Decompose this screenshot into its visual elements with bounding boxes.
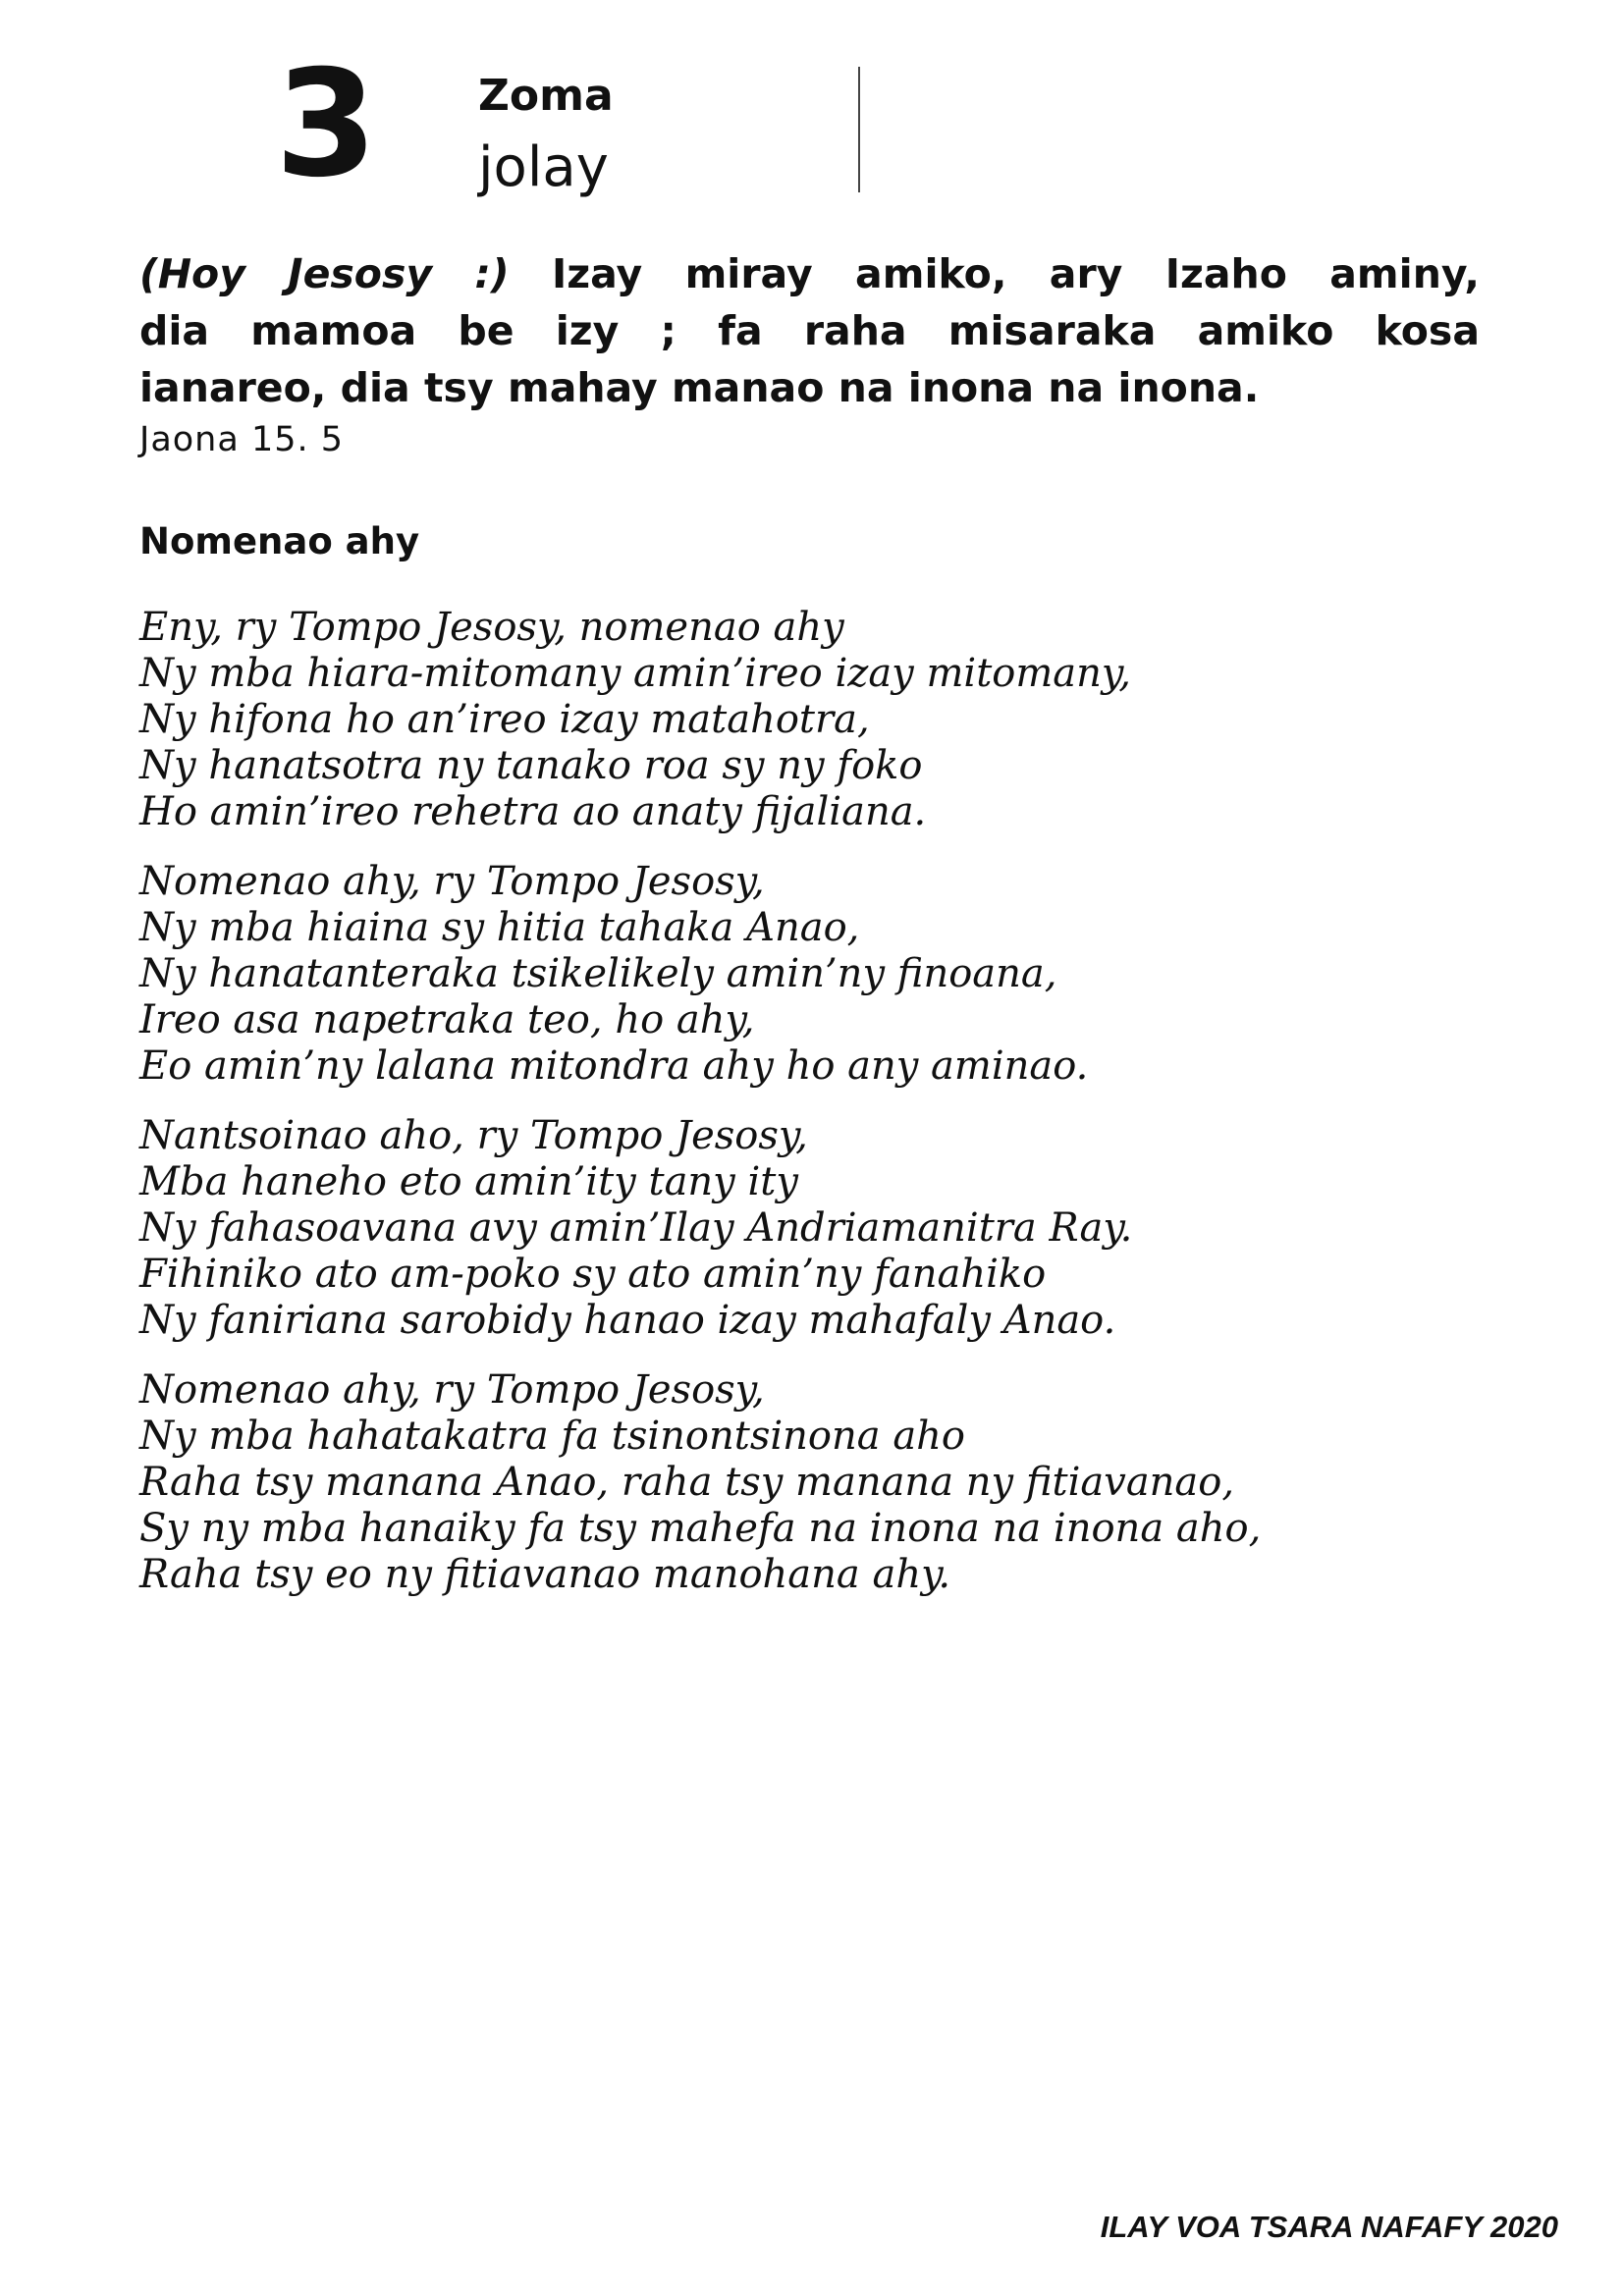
poem-line: Ny hifona ho an’ireo izay matahotra,: [139, 697, 870, 742]
poem-line: Raha tsy eo ny fitiavanao manohana ahy.: [139, 1552, 951, 1597]
footer-publication: ILAY VOA TSARA NAFAFY 2020: [1100, 2210, 1558, 2244]
stanza-4: [139, 1367, 1480, 1598]
poem-line: Ho amin’ireo rehetra ao anaty fijaliana.: [139, 789, 927, 834]
verse-text-1: Izay miray amiko, ary Izaho aminy,: [551, 250, 1481, 297]
poem-line: Sy ny mba hanaiky fa tsy mahefa na inona na inona aho,: [139, 1506, 1262, 1551]
prayer-poem: [139, 605, 1480, 1598]
weekday-label: Zoma: [478, 71, 614, 121]
poem-line: Ny mba hiaina sy hitia tahaka Anao,: [139, 905, 860, 950]
poem-line: Eny, ry Tompo Jesosy, nomenao ahy: [139, 605, 844, 650]
stanza-3: [139, 1113, 1480, 1344]
poem-line: Ny mba hahatakatra fa tsinontsinona aho: [139, 1414, 966, 1459]
verse-line-3: ianareo, dia tsy mahay manao na inona na inona.: [139, 364, 1260, 411]
poem-line: Ny hanatanteraka tsikelikely amin’ny finoana,: [139, 951, 1057, 996]
poem-line: Ireo asa napetraka teo, ho ahy,: [139, 997, 755, 1042]
page-content: [139, 245, 1480, 1622]
stanza-2: [139, 859, 1480, 1090]
header-divider: [858, 67, 860, 192]
verse-speaker: (Hoy Jesosy :): [139, 250, 510, 297]
bible-verse: [139, 245, 1480, 416]
poem-line: Ny fahasoavana avy amin’Ilay Andriamanitra Ray.: [139, 1205, 1133, 1251]
poem-line: Raha tsy manana Anao, raha tsy manana ny fitiavanao,: [139, 1460, 1235, 1505]
verse-line-2: dia mamoa be izy ; fa raha misaraka amiko kosa: [139, 307, 1480, 354]
month-label: jolay: [478, 135, 609, 199]
stanza-1: [139, 605, 1480, 835]
poem-line: Mba haneho eto amin’ity tany ity: [139, 1159, 798, 1204]
poem-line: Ny mba hiara-mitomany amin’ireo izay mitomany,: [139, 651, 1131, 696]
poem-line: Eo amin’ny lalana mitondra ahy ho any aminao.: [139, 1043, 1089, 1089]
poem-line: Nantsoinao aho, ry Tompo Jesosy,: [139, 1113, 808, 1158]
prayer-title: Nomenao ahy: [139, 520, 420, 562]
poem-line: Nomenao ahy, ry Tompo Jesosy,: [139, 1367, 765, 1413]
poem-line: Ny faniriana sarobidy hanao izay mahafaly Anao.: [139, 1298, 1116, 1343]
poem-line: Ny hanatsotra ny tanako roa sy ny foko: [139, 743, 923, 788]
poem-line: Nomenao ahy, ry Tompo Jesosy,: [139, 859, 765, 904]
day-number: 3: [275, 39, 376, 210]
verse-reference: Jaona 15. 5: [139, 420, 344, 459]
verse-line-1: [139, 245, 1480, 302]
poem-line: Fihiniko ato am-poko sy ato amin’ny fanahiko: [139, 1252, 1047, 1297]
